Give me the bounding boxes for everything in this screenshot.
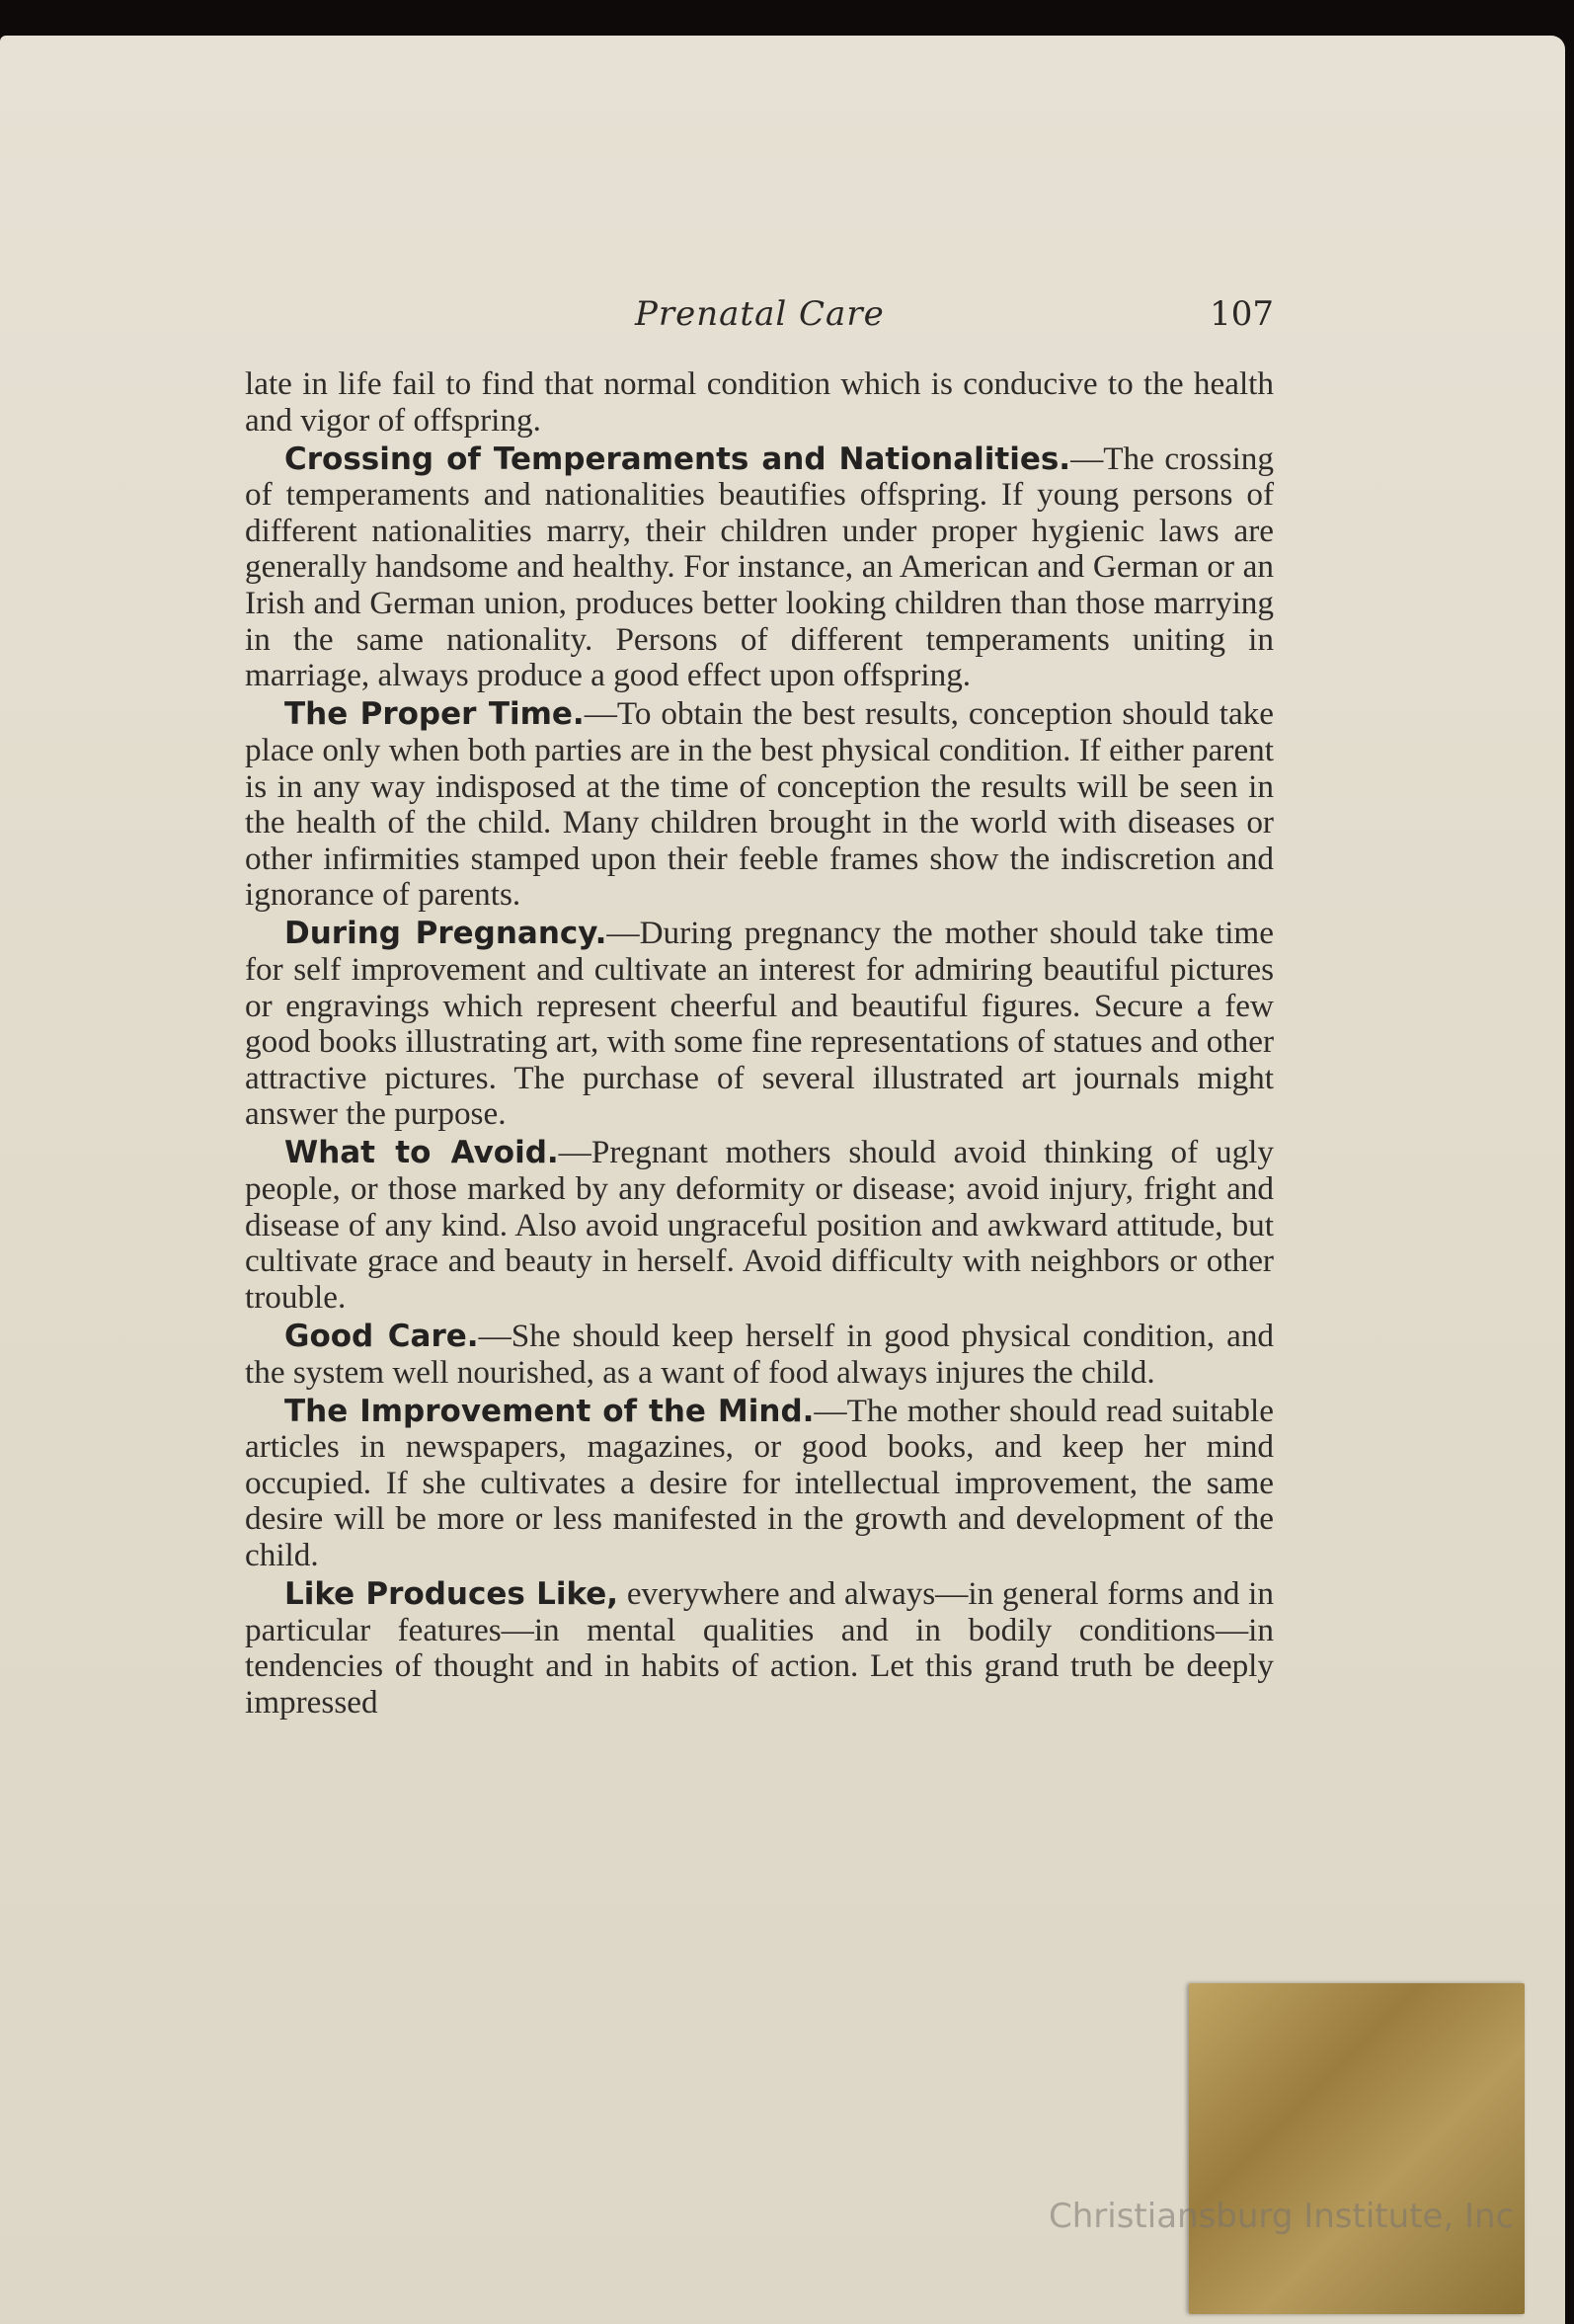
- paragraph-proper-time: [245, 696, 1274, 914]
- paragraph-text: —Pregnant mothers should avoid thinking of ugly people, or those marked by any deformity or disease; avoid injury, fright and disease of any kind. Also avoid ungraceful position and awkward attitude, but cultivate grace and beauty in herself. Avoid difficulty with neighbors or other trouble.: [245, 1134, 1274, 1316]
- paragraph-text: —She should keep herself in good physical condition, and the system well nourished, as a want of food always injures the child.: [245, 1317, 1275, 1391]
- watermark: Christiansburg Institute, Inc: [1049, 2197, 1515, 2236]
- section-heading: Crossing of Temperaments and Nationalities.: [284, 441, 1071, 477]
- body-text: [245, 366, 1274, 1723]
- paragraph-text: everywhere and always—in general forms and in particular features—in mental qualities and in bodily conditions—in tendencies of thought and in habits of action. Let this grand truth be deeply impressed: [245, 1575, 1274, 1721]
- page-number: 107: [1210, 294, 1274, 334]
- paragraph-improvement-of-mind: [245, 1394, 1274, 1574]
- section-heading: During Pregnancy.: [284, 916, 607, 952]
- section-heading: What to Avoid.: [284, 1135, 559, 1171]
- paragraph-continuation: [245, 366, 1274, 439]
- paragraph-what-to-avoid: [245, 1135, 1274, 1316]
- paragraph-text: —The crossing of temperaments and nationalities beautifies offspring. If young persons of different nationalities marry, their children under proper hygienic laws are generally handsome and healthy. For instance, an American and German or an Irish and German union, produces better looking children than those marrying in the same nationality. Persons of different temperaments uniting in marriage, always produce a good effect upon offspring.: [245, 440, 1274, 694]
- paragraph-text: late in life fail to find that normal condition which is conducive to the health and vigor of offspring.: [245, 365, 1274, 439]
- book-page: [0, 36, 1565, 2324]
- running-head: Prenatal Care: [635, 294, 885, 334]
- section-heading: Like Produces Like,: [284, 1576, 619, 1613]
- section-heading: The Proper Time.: [284, 696, 585, 733]
- paragraph-crossing-temperaments: [245, 441, 1274, 694]
- page-header: [245, 294, 1274, 344]
- paragraph-text: —During pregnancy the mother should take time for self improvement and cultivate an interest for admiring beautiful pictures or engravings which represent cheerful and beautiful figures. Secure a few good books illustrating art, with some fine representations of statues and other attractive pictures. The purchase of several illustrated art journals might answer the purpose.: [245, 915, 1274, 1133]
- paragraph-text: —To obtain the best results, conception should take place only when both parties are in the best physical condition. If either parent is in any way indisposed at the time of conception the results will be seen in the health of the child. Many children brought in the world with diseases or other infirmities stamped upon their feeble frames show the indiscretion and ignorance of parents.: [245, 695, 1274, 914]
- section-heading: The Improvement of the Mind.: [284, 1393, 815, 1429]
- paragraph-like-produces-like: [245, 1576, 1274, 1721]
- section-heading: Good Care.: [284, 1318, 479, 1354]
- paragraph-good-care: [245, 1319, 1274, 1391]
- paragraph-text: —The mother should read suitable articles in newspapers, magazines, or good books, and keep her mind occupied. If she cultivates a desire for intellectual improvement, the same desire will be more or less manifested in the growth and development of the child.: [245, 1392, 1274, 1573]
- paragraph-during-pregnancy: [245, 916, 1274, 1133]
- brass-page-clip: [1189, 1983, 1525, 2314]
